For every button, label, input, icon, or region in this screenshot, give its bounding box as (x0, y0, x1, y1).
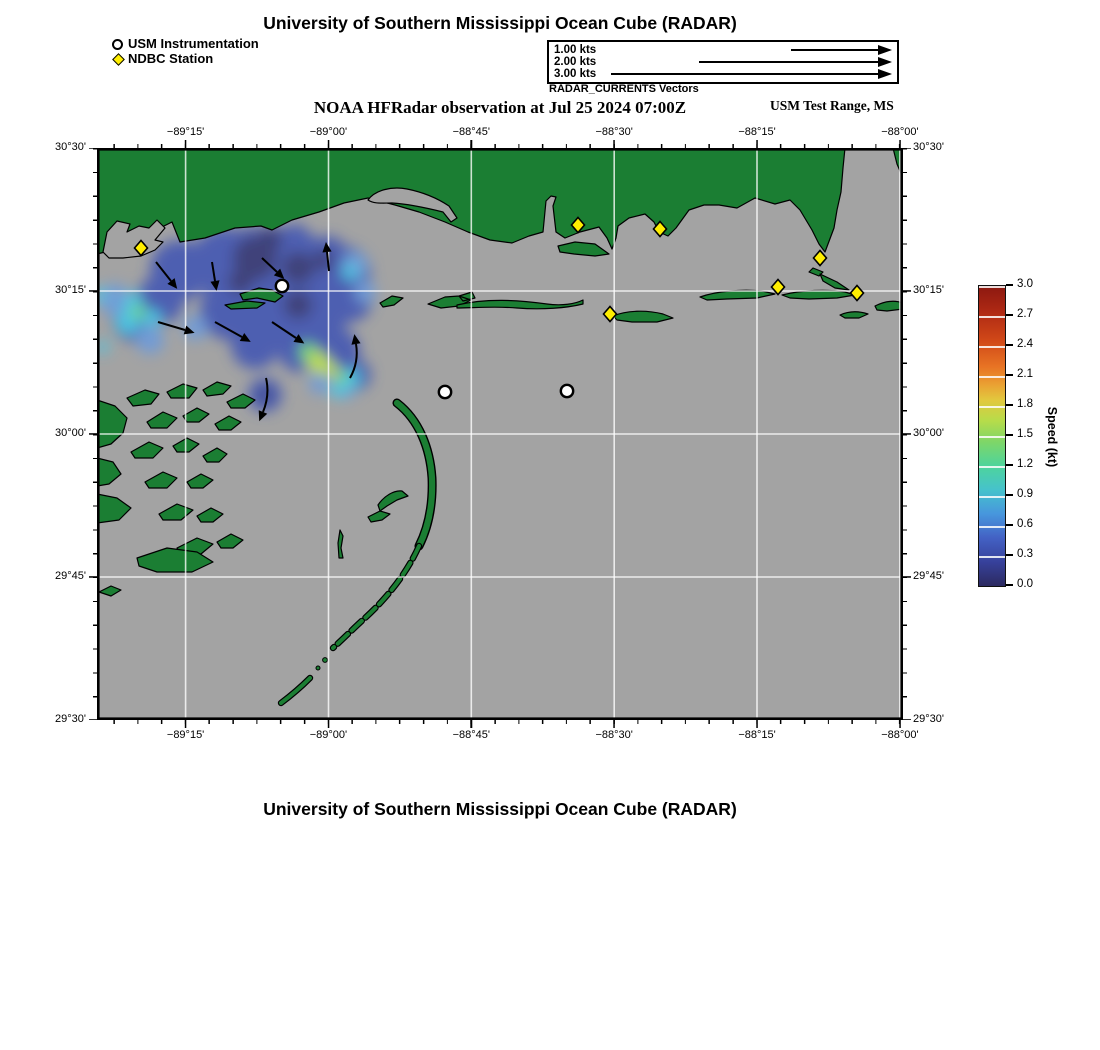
colorbar-tick (1006, 464, 1013, 466)
vector-scale-box (547, 40, 899, 84)
colorbar-tick-label: 2.4 (1017, 338, 1033, 350)
colorbar-tick (1006, 434, 1013, 436)
lon-label-bottom: −88°30' (595, 729, 633, 741)
lat-label-right: 30°30' (913, 141, 944, 153)
usm-legend-label: USM Instrumentation (128, 36, 259, 51)
arrowhead-icon (878, 57, 892, 67)
speed-blob-dark (258, 228, 282, 252)
colorbar-tick-label: 3.0 (1017, 278, 1033, 290)
top-axis-ticks (97, 140, 903, 148)
colorbar-tick-label: 1.2 (1017, 458, 1033, 470)
region-label: USM Test Range, MS (770, 98, 894, 113)
lat-label-left: 30°00' (55, 427, 86, 439)
lon-label-bottom: −89°00' (309, 729, 348, 741)
colorbar-tick (1006, 284, 1013, 286)
speed-blob-cyan (342, 264, 358, 280)
lon-label-bottom: −88°15' (738, 729, 776, 741)
speed-blob-green (336, 372, 348, 384)
speed-blob-dark (259, 389, 271, 401)
colorbar-tick (1006, 314, 1013, 316)
colorbar-axis-label: Speed (kt) (1045, 406, 1059, 468)
usm-instrumentation-icon (112, 39, 123, 50)
colorbar-tick-label: 1.5 (1017, 428, 1033, 440)
lat-label-right: 30°15' (913, 284, 944, 296)
speed-blob-light (136, 326, 164, 354)
colorbar-tick-label: 0.9 (1017, 488, 1033, 500)
speed-blob-base (231, 321, 279, 369)
colorbar-tick-label: 0.0 (1017, 578, 1033, 590)
speed-blob-light (309, 374, 329, 394)
colorbar-tick (1006, 554, 1013, 556)
lon-label-top: −89°15' (166, 126, 205, 138)
lon-label-top: −88°30' (595, 126, 633, 138)
colorbar-tick (1006, 494, 1013, 496)
vector-scale-label-1: 1.00 kts (554, 44, 597, 56)
lat-label-left: 30°15' (55, 284, 86, 296)
colorbar-tick-label: 1.8 (1017, 398, 1033, 410)
arrowhead-icon (878, 69, 892, 79)
speed-blob-cyan (143, 309, 161, 327)
lat-label-right: 29°45' (913, 570, 944, 582)
lat-label-left: 29°45' (55, 570, 86, 582)
vector-scale-arrow-3 (611, 73, 879, 75)
lat-label-left: 29°30' (55, 713, 86, 725)
small-island (338, 530, 343, 558)
colorbar-tick (1006, 374, 1013, 376)
ndbc-legend-label: NDBC Station (128, 51, 214, 66)
colorbar-tick-label: 0.6 (1017, 518, 1033, 530)
lon-label-bottom: −88°45' (452, 729, 491, 741)
footer-title: University of Southern Mississippi Ocean Cube (RADAR) (263, 799, 737, 819)
colorbar-tick-label: 2.7 (1017, 308, 1033, 320)
bottom-axis-ticks (97, 720, 903, 728)
speed-blob-light (354, 281, 376, 303)
lon-label-bottom: −88°00' (881, 729, 919, 741)
colorbar-tick (1006, 344, 1013, 346)
left-axis-ticks (89, 148, 97, 720)
lon-label-top: −89°00' (309, 126, 348, 138)
right-axis-ticks (903, 148, 911, 720)
page-title: University of Southern Mississippi Ocean Cube (RADAR) (263, 13, 737, 33)
usm-instrumentation-marker (439, 386, 451, 398)
vector-scale-label-3: 3.00 kts (554, 68, 597, 80)
lon-label-top: −88°15' (738, 126, 776, 138)
lat-label-right: 30°00' (913, 427, 944, 439)
colorbar-tick (1006, 524, 1013, 526)
map (97, 148, 903, 720)
speed-blob-dark (284, 291, 312, 319)
colorbar (978, 285, 1006, 587)
speed-blob-green (131, 305, 145, 319)
chandeleur-dot (316, 666, 320, 670)
colorbar-tick-label: 0.3 (1017, 548, 1033, 560)
usm-instrumentation-marker (561, 385, 573, 397)
ndbc-station-icon (112, 53, 125, 66)
observation-subtitle: NOAA HFRadar observation at Jul 25 2024 07:00Z (313, 98, 687, 117)
speed-blob-base (279, 224, 311, 256)
lon-label-bottom: −89°15' (166, 729, 205, 741)
lon-label-top: −88°00' (881, 126, 919, 138)
lat-label-left: 30°30' (55, 141, 86, 153)
vector-scale-arrow-1 (791, 49, 879, 51)
arrowhead-icon (878, 45, 892, 55)
vector-scale-arrow-2 (699, 61, 879, 63)
speed-blob-dark (313, 250, 333, 270)
vector-scale-label-2: 2.00 kts (554, 56, 597, 68)
lon-label-top: −88°45' (452, 126, 491, 138)
colorbar-tick-label: 2.1 (1017, 368, 1033, 380)
colorbar-tick (1006, 584, 1013, 586)
usm-instrumentation-marker (276, 280, 288, 292)
speed-blob-yellow (324, 362, 338, 376)
chandeleur-dot (323, 658, 328, 663)
colorbar-tick (1006, 404, 1013, 406)
lat-label-right: 29°30' (913, 713, 944, 725)
vector-scale-caption: RADAR_CURRENTS Vectors (549, 83, 699, 95)
speed-blob-dark (282, 252, 314, 284)
speed-blob-cyan (330, 382, 346, 398)
